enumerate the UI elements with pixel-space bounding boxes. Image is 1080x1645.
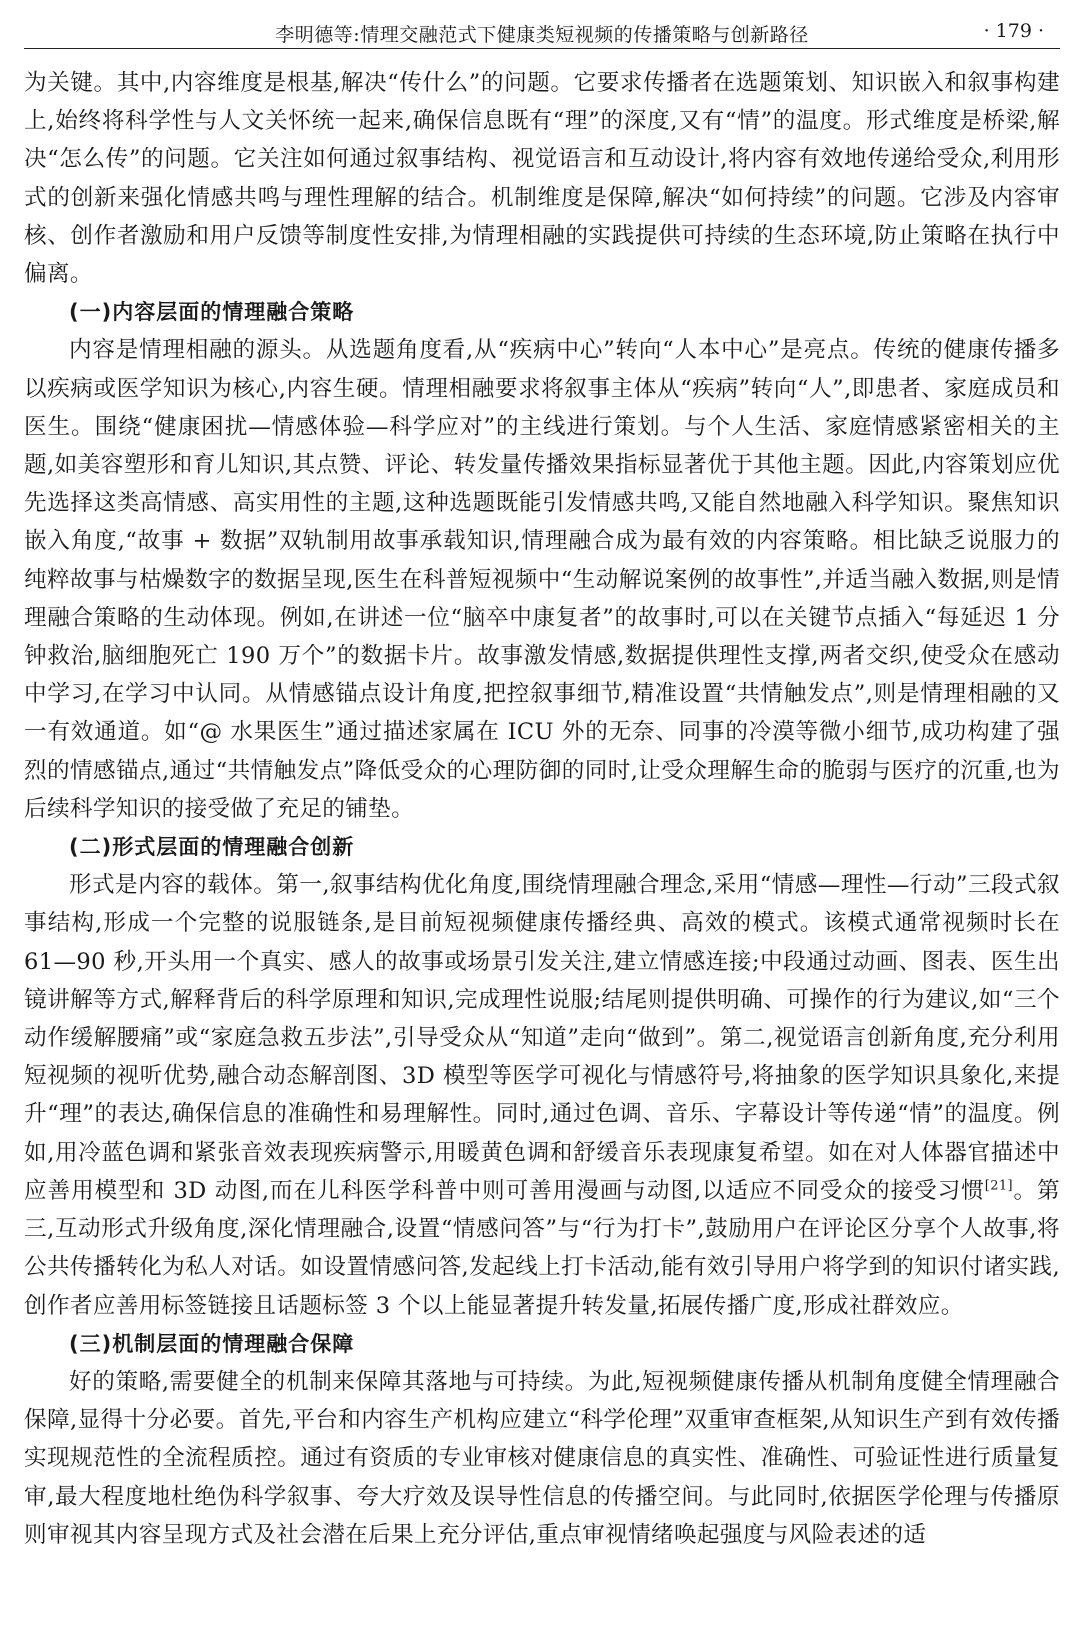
- section-heading-content: (一)内容层面的情理融合策略: [69, 300, 355, 325]
- article-body: [24, 64, 1060, 1554]
- paragraph-form-part-1: 形式是内容的载体。第一,叙事结构优化角度,围绕情理融合理念,采用“情感—理性—行动”三段式叙事结构,形成一个完整的说服链条,是目前短视频健康传播经典、高效的模式。该模式通常视频时长在 61—90 秒,开头用一个真实、感人的故事或场景引发关注,建立情感连接;中段通过动画、图表、医生出镜讲解等方式,解释背后的科学原理和知识,完成理性说服;结尾则提供明确、可操作的行为建议,如“三个动作缓解腰痛”或“家庭急救五步法”,引导受众从“知道”走向“做到”。第二,视觉语言创新角度,充分利用短视频的视听优势,融合动态解剖图、3D 模型等医学可视化与情感符号,将抽象的医学知识具象化,来提升“理”的表达,确保信息的准确性和易理解性。同时,通过色调、音乐、字幕设计等传递“情”的温度。例如,用冷蓝色调和紧张音效表现疾病警示,用暖黄色调和舒缓音乐表现康复希望。如在对人体器官描述中应善用模型和 3D 动图,而在儿科医学科普中则可善用漫画与动图,以适应不同受众的接受习惯: [24, 872, 1060, 1204]
- journal-page: [24, 0, 1060, 1645]
- section-heading-form: (二)形式层面的情理融合创新: [69, 835, 355, 860]
- citation-marker: [21]: [984, 1178, 1013, 1194]
- paragraph-form-innovation: [24, 866, 1060, 1324]
- paragraph-form-part-2: 。第三,互动形式升级角度,深化情理融合,设置“情感问答”与“行为打卡”,鼓励用户在评论区分享个人故事,将公共传播转化为私人对话。如设置情感问答,发起线上打卡活动,能有效引导用户将学到的知识付诸实践,创作者应善用标签链接且话题标签 3 个以上能显著提升转发量,拓展传播广度,形成社群效应。: [24, 1177, 1060, 1319]
- section-heading-mechanism: (三)机制层面的情理融合保障: [69, 1331, 355, 1356]
- paragraph-content-strategy: 内容是情理相融的源头。从选题角度看,从“疾病中心”转向“人本中心”是亮点。传统的健康传播多以疾病或医学知识为核心,内容生硬。情理相融要求将叙事主体从“疾病”转向“人”,即患者、家庭成员和医生。围绕“健康困扰—情感体验—科学应对”的主线进行策划。与个人生活、家庭情感紧密相关的主题,如美容塑形和育儿知识,其点赞、评论、转发量传播效果指标显著优于其他主题。因此,内容策划应优先选择这类高情感、高实用性的主题,这种选题既能引发情感共鸣,又能自然地融入科学知识。聚焦知识嵌入角度,“故事 + 数据”双轨制用故事承载知识,情理融合成为最有效的内容策略。相比缺乏说服力的纯粹故事与枯燥数字的数据呈现,医生在科普短视频中“生动解说案例的故事性”,并适当融入数据,则是情理融合策略的生动体现。例如,在讲述一位“脑卒中康复者”的故事时,可以在关键节点插入“每延迟 1 分钟救治,脑细胞死亡 190 万个”的数据卡片。故事激发情感,数据提供理性支撑,两者交织,使受众在感动中学习,在学习中认同。从情感锚点设计角度,把控叙事细节,精准设置“共情触发点”,则是情理相融的又一有效通道。如“@ 水果医生”通过描述家属在 ICU 外的无奈、同事的冷漠等微小细节,成功构建了强烈的情感锚点,通过“共情触发点”降低受众的心理防御的同时,让受众理解生命的脆弱与医疗的沉重,也为后续科学知识的接受做了充足的铺垫。: [24, 337, 1060, 822]
- paragraph-mechanism: 好的策略,需要健全的机制来保障其落地与可持续。为此,短视频健康传播从机制角度健全情理融合保障,显得十分必要。首先,平台和内容生产机构应建立“科学伦理”双重审查框架,从知识生产到有效传播实现规范性的全流程质控。通过有资质的专业审核对健康信息的真实性、准确性、可验证性进行质量复审,最大程度地杜绝伪科学叙事、夸大疗效及误导性信息的传播空间。与此同时,依据医学伦理与传播原则审视其内容呈现方式及社会潜在后果上充分评估,重点审视情绪唤起强度与风险表述的适: [24, 1368, 1060, 1548]
- paragraph-continued: 为关键。其中,内容维度是根基,解决“传什么”的问题。它要求传播者在选题策划、知识嵌入和叙事构建上,始终将科学性与人文关怀统一起来,确保信息既有“理”的深度,又有“情”的温度。形式维度是桥梁,解决“怎么传”的问题。它关注如何通过叙事结构、视觉语言和互动设计,将内容有效地传递给受众,利用形式的创新来强化情感共鸣与理性理解的结合。机制维度是保障,解决“如何持续”的问题。它涉及内容审核、创作者激励和用户反馈等制度性安排,为情理相融的实践提供可持续的生态环境,防止策略在执行中偏离。: [24, 70, 1060, 288]
- page-header: [24, 14, 1060, 49]
- running-title: 李明德等:情理交融范式下健康类短视频的传播策略与创新路径: [275, 24, 809, 46]
- page-number: · 179 ·: [983, 20, 1044, 42]
